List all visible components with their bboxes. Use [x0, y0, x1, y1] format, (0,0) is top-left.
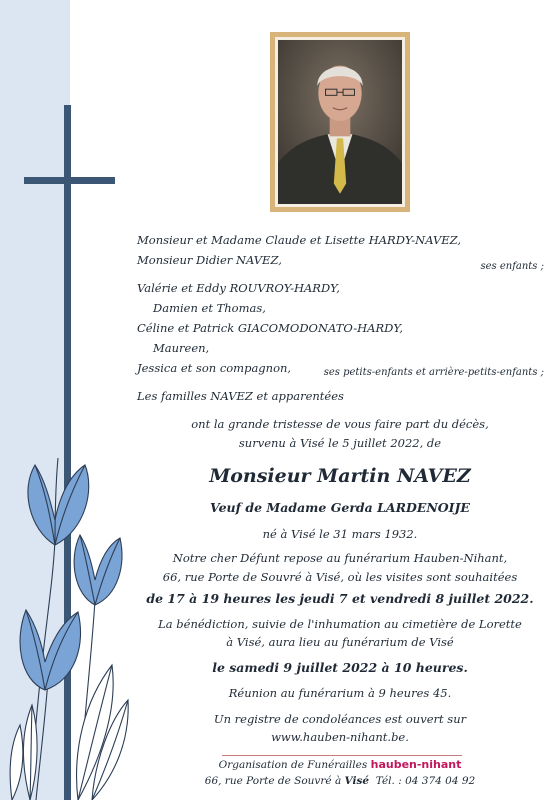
widower-line: Veuf de Madame Gerda LARDENOIJE	[210, 500, 470, 515]
visits-line-1: Notre cher Défunt repose au funérarium Hauben-Nihant,	[172, 551, 508, 565]
family-line-5: Céline et Patrick GIACOMODONATO-HARDY,	[137, 321, 404, 335]
petits-enfants-label: ses petits-enfants et arrière-petits-enfants ;	[323, 367, 544, 378]
ceremony-line-2: à Visé, aura lieu au funérarium de Visé	[226, 635, 454, 649]
footer-separator	[222, 755, 462, 756]
announcement-line-2: survenu à Visé le 5 juillet 2022, de	[238, 436, 442, 450]
portrait-photo	[278, 40, 402, 204]
family-line-4: Damien et Thomas,	[153, 301, 266, 315]
family-line-6: Maureen,	[153, 341, 210, 355]
family-line-2: Monsieur Didier NAVEZ,	[137, 253, 282, 267]
ceremony-line-1: La bénédiction, suivie de l'inhumation au cimetière de Lorette	[158, 617, 522, 631]
birth-line: né à Visé le 31 mars 1932.	[262, 527, 418, 541]
portrait-frame	[270, 32, 410, 212]
visits-hours: de 17 à 19 heures les jeudi 7 et vendredi 8 juillet 2022.	[146, 591, 534, 606]
visits-line-2: 66, rue Porte de Souvré à Visé, où les visites sont souhaitées	[162, 570, 518, 584]
enfants-label: ses enfants ;	[480, 261, 544, 272]
announcement-line-1: ont la grande tristesse de vous faire part du décès,	[191, 417, 489, 431]
footer-phone: Tél. : 04 374 04 92	[375, 775, 476, 787]
family-line-7: Jessica et son compagnon,	[137, 361, 292, 375]
family-line-1: Monsieur et Madame Claude et Lisette HARDY-NAVEZ,	[137, 233, 462, 247]
footer-org-line	[135, 758, 545, 771]
registry-url[interactable]: www.hauben-nihant.be.	[271, 730, 409, 744]
cross-and-flowers-decoration	[0, 0, 140, 800]
deceased-name: Monsieur Martin NAVEZ	[209, 465, 471, 487]
family-line-8: Les familles NAVEZ et apparentées	[137, 389, 344, 403]
ceremony-meeting: Réunion au funérarium à 9 heures 45.	[228, 686, 452, 700]
ceremony-date: le samedi 9 juillet 2022 à 10 heures.	[212, 660, 468, 675]
family-line-3: Valérie et Eddy ROUVROY-HARDY,	[137, 281, 340, 295]
registry-line: Un registre de condoléances est ouvert sur	[213, 712, 467, 726]
footer-city: Visé	[344, 775, 370, 787]
footer-org-prefix: Organisation de Funérailles	[218, 759, 368, 771]
footer-address-line	[135, 775, 545, 787]
footer-brand: hauben-nihant	[370, 758, 462, 771]
footer-address: 66, rue Porte de Souvré à	[204, 775, 342, 787]
